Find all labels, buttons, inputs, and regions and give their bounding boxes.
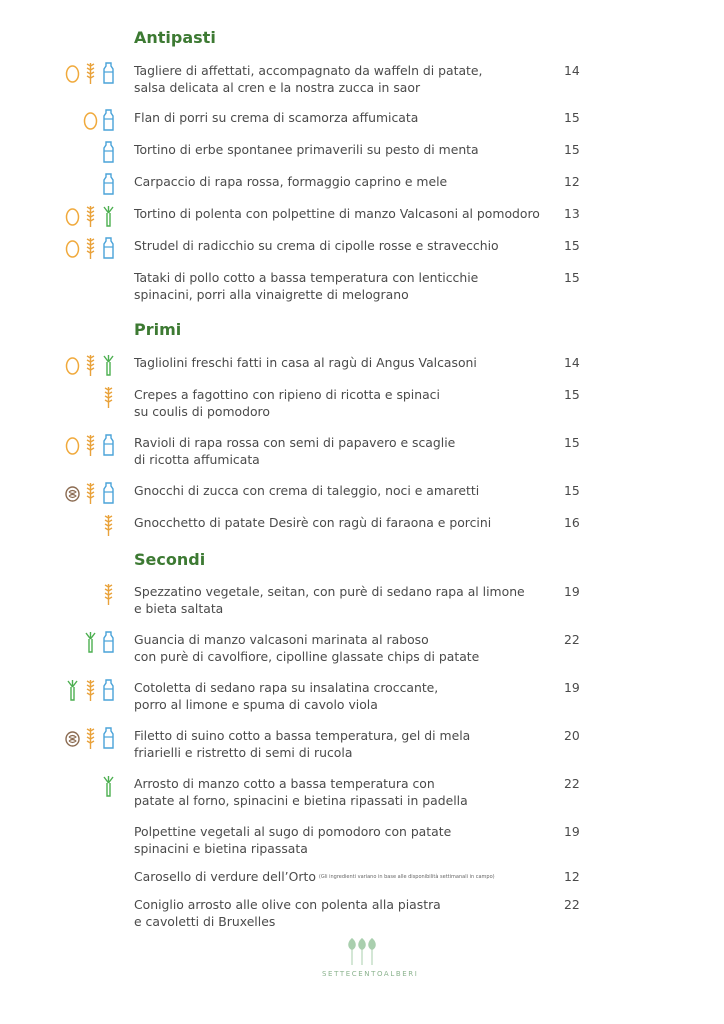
menu-item-text: friarielli e ristretto di semi di rucola — [134, 744, 353, 760]
allergen-icons — [101, 172, 116, 196]
menu-item-line — [134, 649, 559, 666]
menu-item-text: Arrosto di manzo cotto a bassa temperatura con — [134, 776, 435, 791]
menu-item-description — [134, 680, 559, 713]
footer-brand: SETTECENTOALBERI — [322, 970, 419, 978]
menu-item-line — [134, 680, 559, 697]
menu-item-price: 14 — [564, 355, 580, 370]
menu-item-text: e cavoletti di Bruxelles — [134, 913, 276, 929]
egg-icon — [65, 353, 80, 377]
wheat-icon — [101, 582, 116, 606]
allergen-icons — [65, 353, 116, 377]
menu-item-line — [134, 387, 559, 404]
menu-item-line — [134, 824, 559, 841]
allergen-icons — [101, 582, 116, 606]
allergen-icons — [101, 140, 116, 164]
menu-item-line — [134, 601, 559, 618]
menu-item-line — [134, 238, 559, 255]
menu-item-price: 16 — [564, 515, 580, 530]
wheat-icon — [83, 204, 98, 228]
allergen-icons — [65, 678, 116, 702]
menu-item-line — [134, 697, 559, 714]
menu-item-text: porro al limone e spuma di cavolo viola — [134, 696, 378, 712]
wheat-icon — [83, 433, 98, 457]
menu-item-text: Gnocchi di zucca con crema di taleggio, noci e amaretti — [134, 483, 480, 498]
menu-item-description — [134, 142, 559, 159]
egg-icon — [83, 108, 98, 132]
wheat-icon — [83, 481, 98, 505]
allergen-icons — [65, 61, 116, 85]
celery-icon — [83, 630, 98, 654]
section-title: Primi — [134, 320, 182, 339]
milk-icon — [101, 140, 116, 164]
menu-item-text: Tataki di pollo cotto a bassa temperatura con lenticchie — [134, 270, 479, 285]
wheat-icon — [83, 353, 98, 377]
menu-item-line — [134, 110, 559, 127]
menu-item-text: Strudel di radicchio su crema di cipolle rosse e stravecchio — [134, 238, 499, 253]
allergen-icons — [101, 513, 116, 537]
wheat-icon — [83, 236, 98, 260]
menu-item-line — [134, 483, 559, 500]
menu-item-price: 19 — [564, 680, 580, 695]
menu-item-text: Tagliolini freschi fatti in casa al ragù di Angus Valcasoni — [134, 355, 477, 370]
menu-item-text: su coulis di pomodoro — [134, 403, 270, 419]
allergen-icons — [65, 433, 116, 457]
allergen-icons — [65, 726, 116, 750]
allergen-icons — [65, 204, 116, 228]
menu-item-price: 15 — [564, 483, 580, 498]
menu-item-text: Tortino di polenta con polpettine di manzo Valcasoni al pomodoro — [134, 206, 540, 221]
milk-icon — [101, 630, 116, 654]
menu-item-line — [134, 270, 559, 287]
menu-item-text: di ricotta affumicata — [134, 451, 260, 467]
menu-item-line — [134, 80, 559, 97]
menu-item-price: 20 — [564, 728, 580, 743]
menu-item-line — [134, 355, 559, 372]
milk-icon — [101, 61, 116, 85]
menu-item-line — [134, 728, 559, 745]
wheat-icon — [101, 385, 116, 409]
menu-item-text: Coniglio arrosto alle olive con polenta alla piastra — [134, 897, 441, 912]
wheat-icon — [83, 726, 98, 750]
menu-item-description — [134, 206, 559, 223]
wheat-icon — [83, 61, 98, 85]
menu-item-price: 12 — [564, 869, 580, 884]
menu-item-line — [134, 174, 559, 191]
milk-icon — [101, 108, 116, 132]
menu-item-description — [134, 387, 559, 420]
menu-item-text: Carosello di verdure dell’Orto — [134, 869, 316, 884]
menu-item-price: 12 — [564, 174, 580, 189]
menu-item-price: 13 — [564, 206, 580, 221]
menu-item-line — [134, 776, 559, 793]
menu-item-text: Gnocchetto di patate Desirè con ragù di faraona e porcini — [134, 515, 492, 530]
menu-item-price: 19 — [564, 824, 580, 839]
menu-item-line — [134, 404, 559, 421]
section-title: Antipasti — [134, 28, 216, 47]
menu-item-description — [134, 728, 559, 761]
menu-item-price: 22 — [564, 897, 580, 912]
milk-icon — [101, 726, 116, 750]
egg-icon — [65, 236, 80, 260]
menu-item-note: (Gli ingredienti variano in base alle disponibilità settimanali in campo) — [318, 874, 495, 881]
menu-item-description — [134, 515, 559, 532]
menu-item-line — [134, 584, 559, 601]
menu-item-line — [134, 452, 559, 469]
menu-item-text: Flan di porri su crema di scamorza affumicata — [134, 110, 419, 125]
allergen-icons — [83, 108, 116, 132]
wheat-icon — [83, 678, 98, 702]
menu-item-text: patate al forno, spinacini e bietina ripassati in padella — [134, 792, 468, 808]
menu-item-text: Cotoletta di sedano rapa su insalatina croccante, — [134, 680, 439, 695]
menu-item-line — [134, 515, 559, 532]
menu-item-line — [134, 914, 559, 931]
menu-item-description — [134, 270, 559, 303]
menu-item-text: Crepes a fagottino con ripieno di ricotta e spinaci — [134, 387, 440, 402]
menu-item-text: Spezzatino vegetale, seitan, con purè di sedano rapa al limone — [134, 584, 525, 599]
menu-item-price: 22 — [564, 776, 580, 791]
menu-item-text: con purè di cavolfiore, cipolline glassate chips di patate — [134, 648, 480, 664]
menu-item-text: spinacini e bietina ripassata — [134, 840, 308, 856]
menu-item-text: Guancia di manzo valcasoni marinata al raboso — [134, 632, 429, 647]
wheat-icon — [101, 513, 116, 537]
footer-logo — [322, 936, 419, 978]
menu-item-description — [134, 584, 559, 617]
menu-item-line — [134, 435, 559, 452]
milk-icon — [101, 481, 116, 505]
menu-item-price: 15 — [564, 238, 580, 253]
menu-item-line — [134, 841, 559, 858]
celery-icon — [65, 678, 80, 702]
celery-icon — [101, 774, 116, 798]
milk-icon — [101, 172, 116, 196]
menu-item-text: Polpettine vegetali al sugo di pomodoro con patate — [134, 824, 452, 839]
menu-item-description — [134, 869, 559, 886]
menu-item-text: Tagliere di affettati, accompagnato da waffeln di patate, — [134, 63, 483, 78]
menu-item-description — [134, 824, 559, 857]
section-title: Secondi — [134, 550, 206, 569]
menu-item-description — [134, 897, 559, 930]
allergen-icons — [83, 630, 116, 654]
menu-item-text: Ravioli di rapa rossa con semi di papavero e scaglie — [134, 435, 456, 450]
menu-item-line — [134, 897, 559, 914]
menu-item-price: 15 — [564, 110, 580, 125]
menu-item-description — [134, 483, 559, 500]
milk-icon — [101, 678, 116, 702]
menu-item-price: 19 — [564, 584, 580, 599]
allergen-icons — [101, 385, 116, 409]
milk-icon — [101, 236, 116, 260]
egg-icon — [65, 61, 80, 85]
menu-item-text: Tortino di erbe spontanee primaverili su pesto di menta — [134, 142, 479, 157]
menu-item-description — [134, 355, 559, 372]
menu-item-price: 15 — [564, 270, 580, 285]
menu-item-price: 15 — [564, 387, 580, 402]
allergen-icons — [65, 236, 116, 260]
menu-item-price: 14 — [564, 63, 580, 78]
menu-item-line — [134, 793, 559, 810]
menu-item-price: 22 — [564, 632, 580, 647]
menu-item-description — [134, 632, 559, 665]
menu-item-price: 15 — [564, 435, 580, 450]
menu-item-line — [134, 287, 559, 304]
allergen-icons — [65, 481, 116, 505]
menu-item-description — [134, 174, 559, 191]
egg-icon — [65, 204, 80, 228]
menu-item-line — [134, 869, 559, 886]
milk-icon — [101, 433, 116, 457]
celery-icon — [101, 353, 116, 377]
menu-item-line — [134, 142, 559, 159]
egg-icon — [65, 433, 80, 457]
menu-item-line — [134, 632, 559, 649]
menu-item-text: Filetto di suino cotto a bassa temperatura, gel di mela — [134, 728, 471, 743]
menu-item-line — [134, 745, 559, 762]
menu-item-price: 15 — [564, 142, 580, 157]
menu-item-line — [134, 206, 559, 223]
menu-item-description — [134, 776, 559, 809]
three-leaves-logo-icon — [342, 936, 382, 966]
allergen-icons — [101, 774, 116, 798]
menu-item-text: salsa delicata al cren e la nostra zucca in saor — [134, 79, 421, 95]
menu-item-text: Carpaccio di rapa rossa, formaggio caprino e mele — [134, 174, 448, 189]
menu-item-description — [134, 63, 559, 96]
menu-item-description — [134, 110, 559, 127]
menu-item-text: e bieta saltata — [134, 600, 224, 616]
menu-item-description — [134, 238, 559, 255]
nut-icon — [65, 726, 80, 750]
menu-item-description — [134, 435, 559, 468]
menu-item-line — [134, 63, 559, 80]
menu-item-text: spinacini, porri alla vinaigrette di melograno — [134, 286, 409, 302]
celery-icon — [101, 204, 116, 228]
nut-icon — [65, 481, 80, 505]
